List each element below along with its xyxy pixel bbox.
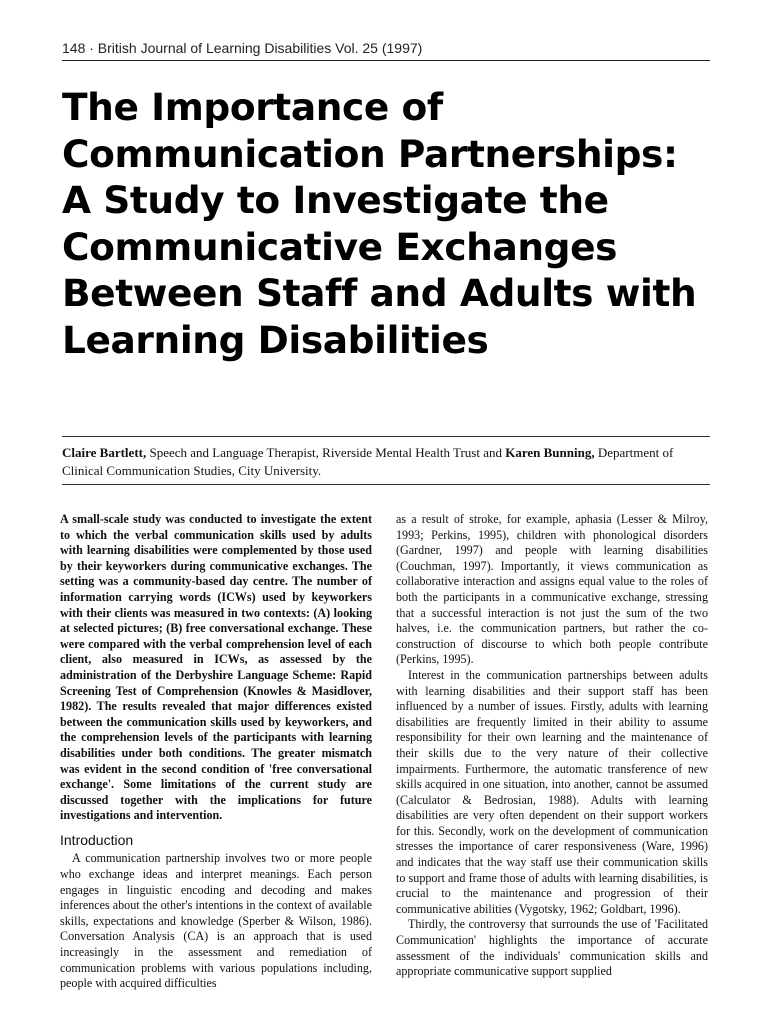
- author-block: [62, 444, 710, 480]
- author-1-affiliation: Speech and Language Therapist, Riverside Mental Health Trust and: [146, 445, 506, 460]
- title-line: Communicative Exchanges: [62, 224, 618, 269]
- author-2-name: Karen Bunning,: [505, 445, 595, 460]
- left-column: [60, 512, 372, 992]
- running-head: 148 · British Journal of Learning Disabilities Vol. 25 (1997): [62, 40, 710, 61]
- title-line: Between Staff and Adults with: [62, 271, 697, 315]
- body-paragraph: Interest in the communication partnerships between adults with learning disabilities and their support staff has been influenced by a number of issues. Firstly, adults with learning disabilities are frequently limited in their ability to assume responsibility for their own learning and the maintenance of their skills due to the very nature of their collective impairments. Furthermore, the automatic transference of new skills acquired in one situation, into another, cannot be assumed (Calculator & Bedrosian, 1988). Adults with learning disabilities are very often dependent on their support workers for this. Secondly, work on the development of communication stresses the importance of carer responsiveness (Ware, 1996) and indicates that the way staff use their communication skills to support and frame those of adults with learning disabilities, is crucial to the maintenance and progression of their communicative abilities (Vygotsky, 1962; Goldbart, 1996).: [396, 667, 708, 916]
- title-line: A Study to Investigate the: [62, 178, 609, 222]
- abstract: A small-scale study was conducted to investigate the extent to which the verbal communication skills used by adults with learning disabilities were complemented by those used by their keyworkers during communicative exchanges. The setting was a community-based day centre. The number of information carrying words (ICWs) used by keyworkers with their clients was measured in two contexts: (A) looking at selected pictures; (B) free conversational exchange. These were compared with the verbal comprehension level of each client, also measured in ICWs, as assessed by the administration of the Derbyshire Language Scheme: Rapid Screening Test of Comprehension (Knowles & Masidlover, 1982). The results revealed that major differences existed between the communication skills used by keyworkers, and the comprehension levels of the participants with learning disabilities under both conditions. The greater mismatch was evident in the second condition of 'free conversational exchange'. Some limitations of the current study are discussed together with the implications for future investigations and intervention.: [60, 512, 372, 823]
- title-line: The Importance of: [62, 85, 443, 129]
- section-heading-introduction: Introduction: [60, 831, 134, 848]
- body-paragraph: Thirdly, the controversy that surrounds the use of 'Facilitated Communication' highlights the importance of accurate assessment of the individuals' communication skills and appropriate communicative support supplied: [396, 917, 708, 979]
- body-paragraph: as a result of stroke, for example, aphasia (Lesser & Milroy, 1993; Perkins, 1995), children with phonological disorders (Gardner, 1997) and people with learning disabilities (Couchman, 1997). Importantly, it views communication as collaborative interaction and assigns equal value to the roles of both the participants in a communicative exchange, stressing that a successful interaction is not just the sum of the two halves, i.e. the communication partners, but rather the co-construction of discourse to which both people contribute (Perkins, 1995).: [396, 512, 708, 667]
- rule-below-authors: [62, 484, 710, 485]
- intro-paragraph: A communication partnership involves two or more people who exchange ideas and interpret meanings. Each person engages in linguistic encoding and decoding and makes inferences about the other's intentions in the context of available skills, expectations and knowledge (Sperber & Wilson, 1986). Conversation Analysis (CA) is an approach that is used increasingly in the assessment and remediation of communication problems with various populations including, people with acquired difficulties: [60, 851, 372, 991]
- rule-above-authors: [62, 436, 710, 437]
- title-line: Communication Partnerships:: [62, 131, 678, 176]
- right-column: [396, 512, 708, 980]
- article-title: [62, 84, 722, 363]
- author-1-name: Claire Bartlett,: [62, 445, 147, 460]
- author-2-affiliation: Department of Clinical Communication Studies, City University.: [62, 445, 674, 478]
- title-line: Learning Disabilities: [62, 317, 489, 362]
